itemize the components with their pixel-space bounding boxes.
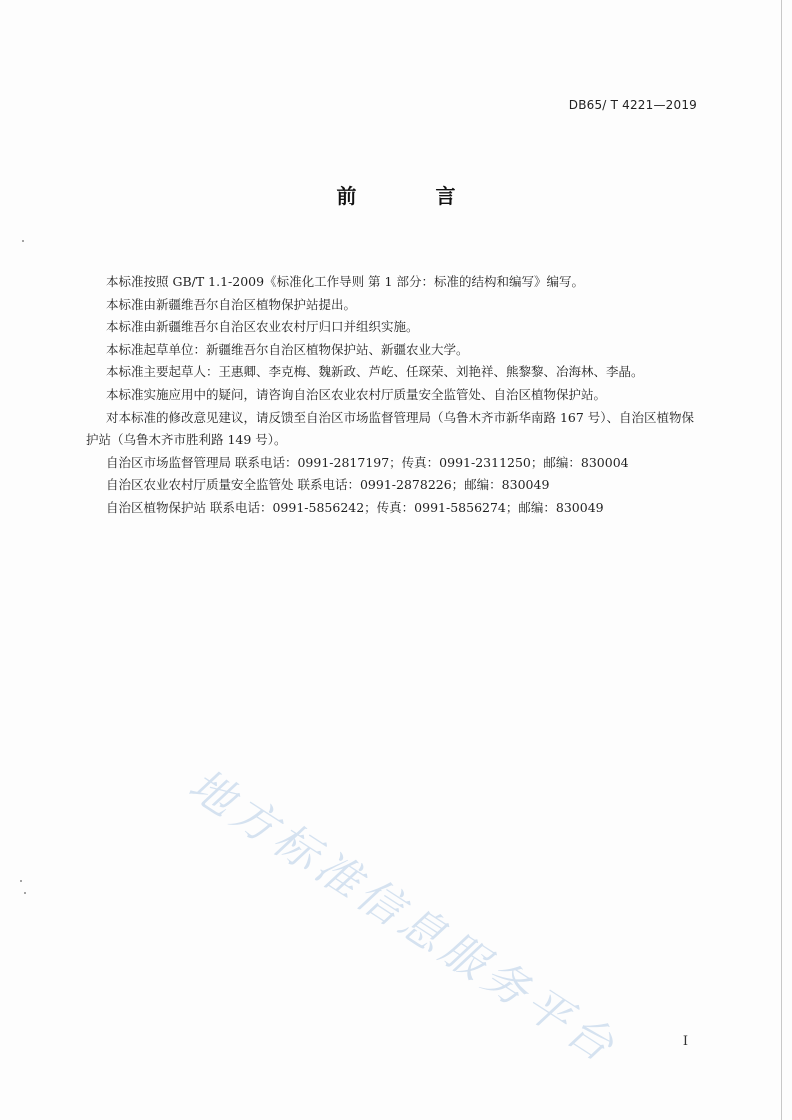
paragraph-drafting-units: 本标准起草单位：新疆维吾尔自治区植物保护站、新疆农业大学。 xyxy=(106,341,469,357)
watermark: 地方标准信息服务平台 xyxy=(179,759,627,1075)
page-number: I xyxy=(682,1034,688,1049)
contact-plant-protection: 自治区植物保护站 联系电话：0991-5856242；传真：0991-5856274；邮编：830049 xyxy=(106,499,604,515)
paragraph-administrator: 本标准由新疆维吾尔自治区农业农村厅归口并组织实施。 xyxy=(106,319,419,335)
document-code: DB65/ T 4221—2019 xyxy=(568,98,697,112)
contact-agriculture-dept: 自治区农业农村厅质量安全监管处 联系电话：0991-2878226；邮编：830049 xyxy=(106,477,550,493)
scan-speck xyxy=(24,892,26,894)
paragraph-drafters: 本标准主要起草人：王惠卿、李克梅、魏新政、芦屹、任琛荣、刘艳祥、熊黎黎、冶海林、李晶。 xyxy=(106,364,644,380)
foreword-body xyxy=(86,271,706,520)
contact-market-regulation: 自治区市场监督管理局 联系电话：0991-2817197；传真：0991-2311250；邮编：830004 xyxy=(106,454,629,470)
paragraph-feedback: 对本标准的修改意见建议，请反馈至自治区市场监督管理局（乌鲁木齐市新华南路 167 号）、自治区植物保护站（乌鲁木齐市胜利路 149 号）。 xyxy=(86,409,695,448)
paragraph-drafting-rule: 本标准按照 GB/T 1.1-2009《标准化工作导则 第 1 部分：标准的结构和编写》编写。 xyxy=(106,274,584,289)
page-title: 前 言 xyxy=(336,184,492,208)
scan-edge-line xyxy=(781,0,782,1120)
scan-speck xyxy=(22,240,24,242)
paragraph-inquiries: 本标准实施应用中的疑问，请咨询自治区农业农村厅质量安全监管处、自治区植物保护站。 xyxy=(106,386,607,402)
scan-speck xyxy=(20,880,22,882)
paragraph-proposer: 本标准由新疆维吾尔自治区植物保护站提出。 xyxy=(106,296,357,312)
